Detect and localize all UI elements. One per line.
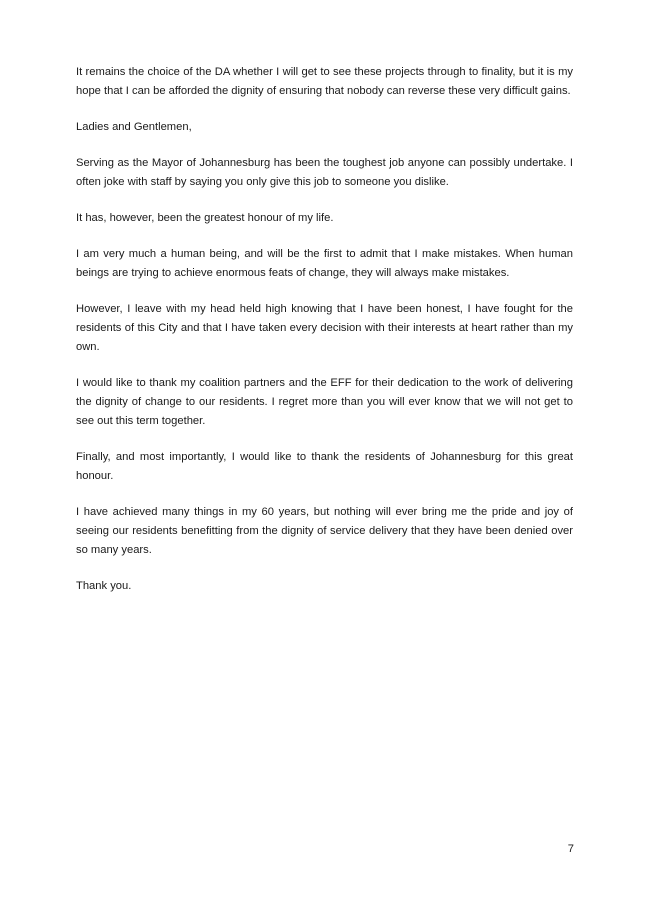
paragraph-human-being: I am very much a human being, and will be the first to admit that I make mistakes. When human beings are trying to achieve enormous feats of change, they will always make mistakes. <box>76 248 573 279</box>
paragraph-achievements: I have achieved many things in my 60 years, but nothing will ever bring me the pride and joy of seeing our residents benefitting from the dignity of service delivery that they have been denied over so many years. <box>76 506 573 556</box>
paragraph-residents-thanks: Finally, and most importantly, I would like to thank the residents of Johannesburg for this great honour. <box>76 451 573 482</box>
paragraph-head-held-high: However, I leave with my head held high knowing that I have been honest, I have fought for the residents of this City and that I have taken every decision with their interests at heart rather than my own. <box>76 303 573 353</box>
document-body <box>76 63 573 613</box>
paragraph-greatest-honour: It has, however, been the greatest honour of my life. <box>76 212 334 224</box>
paragraph-coalition-thanks: I would like to thank my coalition partners and the EFF for their dedication to the work of delivering the dignity of change to our residents. I regret more than you will ever know that we will not get to see out this term together. <box>76 377 573 427</box>
page-number: 7 <box>567 843 574 855</box>
paragraph-salutation: Ladies and Gentlemen, <box>76 121 192 133</box>
paragraph-closing: Thank you. <box>76 580 132 592</box>
paragraph-toughest-job: Serving as the Mayor of Johannesburg has been the toughest job anyone can possibly undertake. I often joke with staff by saying you only give this job to someone you dislike. <box>76 157 573 188</box>
paragraph-projects-finality: It remains the choice of the DA whether I will get to see these projects through to finality, but it is my hope that I can be afforded the dignity of ensuring that nobody can reverse these very difficult gains. <box>76 66 573 97</box>
